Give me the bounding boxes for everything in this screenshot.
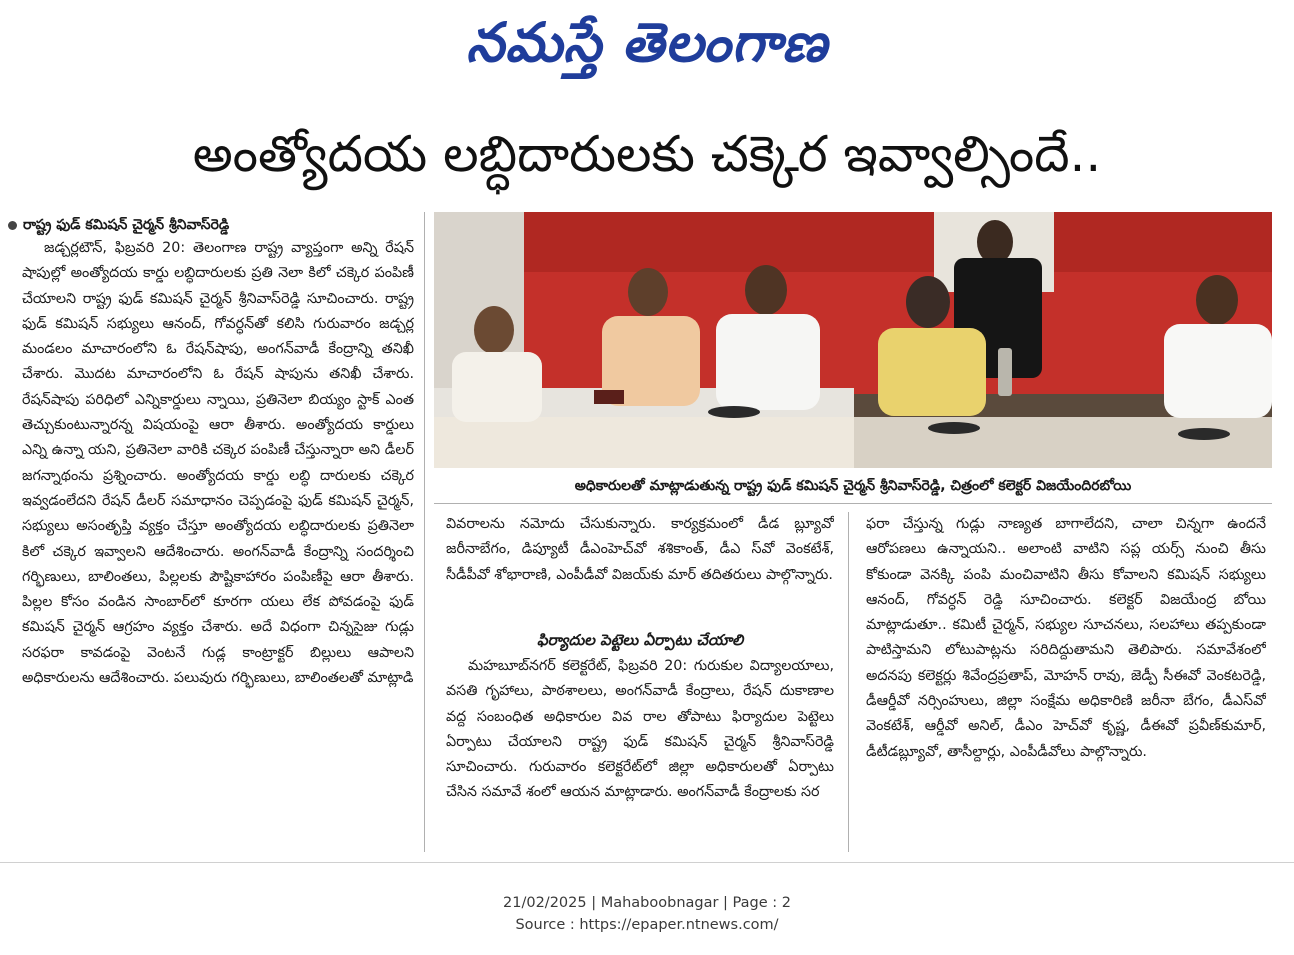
column-2a-text: వివరాలను నమోదు చేసుకున్నారు. కార్యక్రమంలో డీడ బ్ల్యూవో జరీనాబేగం, డిప్యూటీ డీఎంహెచ్‌వో శశికాంత్, డీఎ స్‌వో వెంకటేశ్, సీడీపీవో శోభారాణి, ఎంపీడీవో విజయ్‌కు మార్ తదితరులు పాల్గొన్నారు. — [446, 516, 834, 583]
column-1-text: జడ్చర్లటౌన్, ఫిబ్రవరి 20: తెలంగాణ రాష్ట్ర వ్యాప్తంగా అన్ని రేషన్ షాపుల్లో అంత్యోదయ కార్డు లబ్ధిదారులకు ప్రతి నెలా కిలో చక్కెర పంపిణీ చేయాలని రాష్ట్ర ఫుడ్ కమిషన్ చైర్మన్ శ్రీనివాస్‌రెడ్డి సూచించారు. రాష్ట్ర ఫుడ్ కమిషన్ సభ్యులు ఆనంద్, గోవర్ధన్‌తో కలిసి గురువారం జడ్చర్ల మండలం మాచారంలోని ఓ రేషన్‌షాపు, అంగన్‌వాడీ కేంద్రాన్ని తనిఖీ చేశారు. మొదట మాచారంలోని ఓ రేషన్ షాపును తనిఖీ చేశారు. రేషన్‌షాపు పరిధిలో ఎన్నికార్డులు న్నాయి, ప్రతినెలా బియ్యం స్టాక్ ఎంత తెచ్చుకుంటున్నారన్న విషయంపై ఆరా తీశారు. అంత్యోదయ కార్డులు ఎన్ని ఉన్నా యని, ప్రతినెలా వారికి చక్కెర పంపిణీ చేస్తున్నారా అని డీలర్ జగన్నాథంను ప్రశ్నించారు. అంత్యోదయ కార్డు లబ్ధి దారులకు చక్కెర ఇవ్వడంలేదని రేషన్ డీలర్ సమాధానం చెప్పడంపై ఫుడ్ కమిషన్ చైర్మన్, సభ్యులు అసంతృప్తి వ్యక్తం చేస్తూ అంత్యోదయ లబ్ధిదారులకు ప్రతినెలా కిలో చక్కెర ఇవ్వాలని ఆదేశించారు. అంగన్‌వాడీ కేంద్రాన్ని సందర్శించి గర్భిణులు, బాలింతలు, పిల్లలకు పౌష్టికాహారం పంపిణీపై ఆరా తీశారు. పిల్లల కోసం వండిన సాంబార్‌లో కూరగా యలు లేక పోవడంపై ఫుడ్ కమిషన్ చైర్మన్ ఆగ్రహం వ్యక్తం చేశారు. అదే విధంగా చిన్నసైజు గుడ్లు సరఫరా కావడంపై వెంటనే గుడ్ల కాంట్రాక్టర్ బిల్లులు ఆపాలని అధికారులను ఆదేశించారు. పలువురు గర్భిణులు, బాలింతలతో మాట్లాడి — [22, 240, 414, 687]
article-column-2-top — [446, 512, 834, 624]
column-divider — [424, 212, 425, 852]
article-column-3 — [866, 512, 1266, 858]
footer-date-edition: 21/02/2025 | Mahaboobnagar | Page : 2 — [503, 895, 791, 911]
footer — [0, 892, 1294, 936]
masthead — [0, 6, 1294, 80]
news-photo — [434, 212, 1272, 468]
article-column-1 — [22, 236, 414, 856]
column-3-text: ఫరా చేస్తున్న గుడ్లు నాణ్యత బాగాలేదని, చాలా చిన్నగా ఉందనే ఆరోపణలు ఉన్నాయని.. అలాంటి వాటిని సప్ల యర్స్ నుంచి తీసు కోకుండా వెనక్కి పంపి మంచివాటిని తీసు కోవాలని కమిషన్ సభ్యులు ఆనంద్, గోవర్ధన్ రెడ్డి సూచించారు. కలెక్టర్ విజయేంద్ర బోయి మాట్లాడుతూ.. కమిటీ చైర్మన్, సభ్యుల సూచనలు, సలహాలు తప్పకుండా పాటిస్తామని లోటుపాట్లను సరిదిద్దుతామని తెలిపారు. సమావేశంలో అదనపు కలెక్టర్లు శివేంద్రప్రతాప్, మోహన్ రావు, జెడ్పీ సీఈవో వెంకటరెడ్డి, డీఆర్డీవో నర్సింహులు, జిల్లా సంక్షేమ అధికారిణి జరీనా బేగం, డీఎస్‌వో వెంకటేశ్, ఆర్డీవో అనిల్, డీఎం హెచ్‌వో కృష్ణ, డీఈవో ప్రవీణ్‌కుమార్, డీటీడబ్ల్యూవో, తాసీల్దార్లు, ఎంపీడీవోలు పాల్గొన్నారు. — [866, 516, 1266, 760]
byline — [8, 212, 428, 238]
column-divider — [848, 512, 849, 852]
column-2b-text: మహబూబ్‌నగర్ కలెక్టరేట్, ఫిబ్రవరి 20: గురుకుల విద్యాలయాలు, వసతి గృహాలు, పాఠశాలలు, అంగన్‌వాడీ కేంద్రాలు, రేషన్ దుకాణాల వద్ద సంబంధిత అధికారుల వివ రాల తోపాటు ఫిర్యాదుల పెట్టెలు ఏర్పాటు చేయాలని రాష్ట్ర ఫుడ్ కమిషన్ చైర్మన్ శ్రీనివాస్‌రెడ్డి సూచించారు. గురువారం కలెక్టరేట్‌లో జిల్లా అధికారులతో ఏర్పాటు చేసిన సమావే శంలో ఆయన మాట్లాడారు. అంగన్‌వాడీ కేంద్రాలకు సర — [446, 658, 834, 801]
meeting-photo-illustration — [434, 212, 1272, 468]
bullet-icon — [8, 221, 17, 230]
footer-source: Source : https://epaper.ntnews.com/ — [515, 917, 779, 933]
masthead-title: నమస్తే తెలంగాణ — [466, 11, 828, 74]
article-column-2-bottom — [446, 654, 834, 854]
byline-text: రాష్ట్ర ఫుడ్ కమిషన్ చైర్మన్ శ్రీనివాస్‌రెడ్డి — [23, 217, 230, 233]
headline: అంత్యోదయ లబ్ధిదారులకు చక్కెర ఇవ్వాల్సిందే.. — [192, 125, 1102, 183]
photo-caption: అధికారులతో మాట్లాడుతున్న రాష్ట్ర ఫుడ్ కమిషన్ చైర్మన్ శ్రీనివాస్‌రెడ్డి, చిత్రంలో కలెక్టర్ విజయేందిరబోయి — [574, 478, 1132, 494]
page-bottom-rule — [0, 862, 1294, 863]
caption-divider — [434, 503, 1272, 504]
subheading: ఫిర్యాదుల పెట్టెలు ఏర్పాటు చేయాలి — [536, 631, 744, 649]
